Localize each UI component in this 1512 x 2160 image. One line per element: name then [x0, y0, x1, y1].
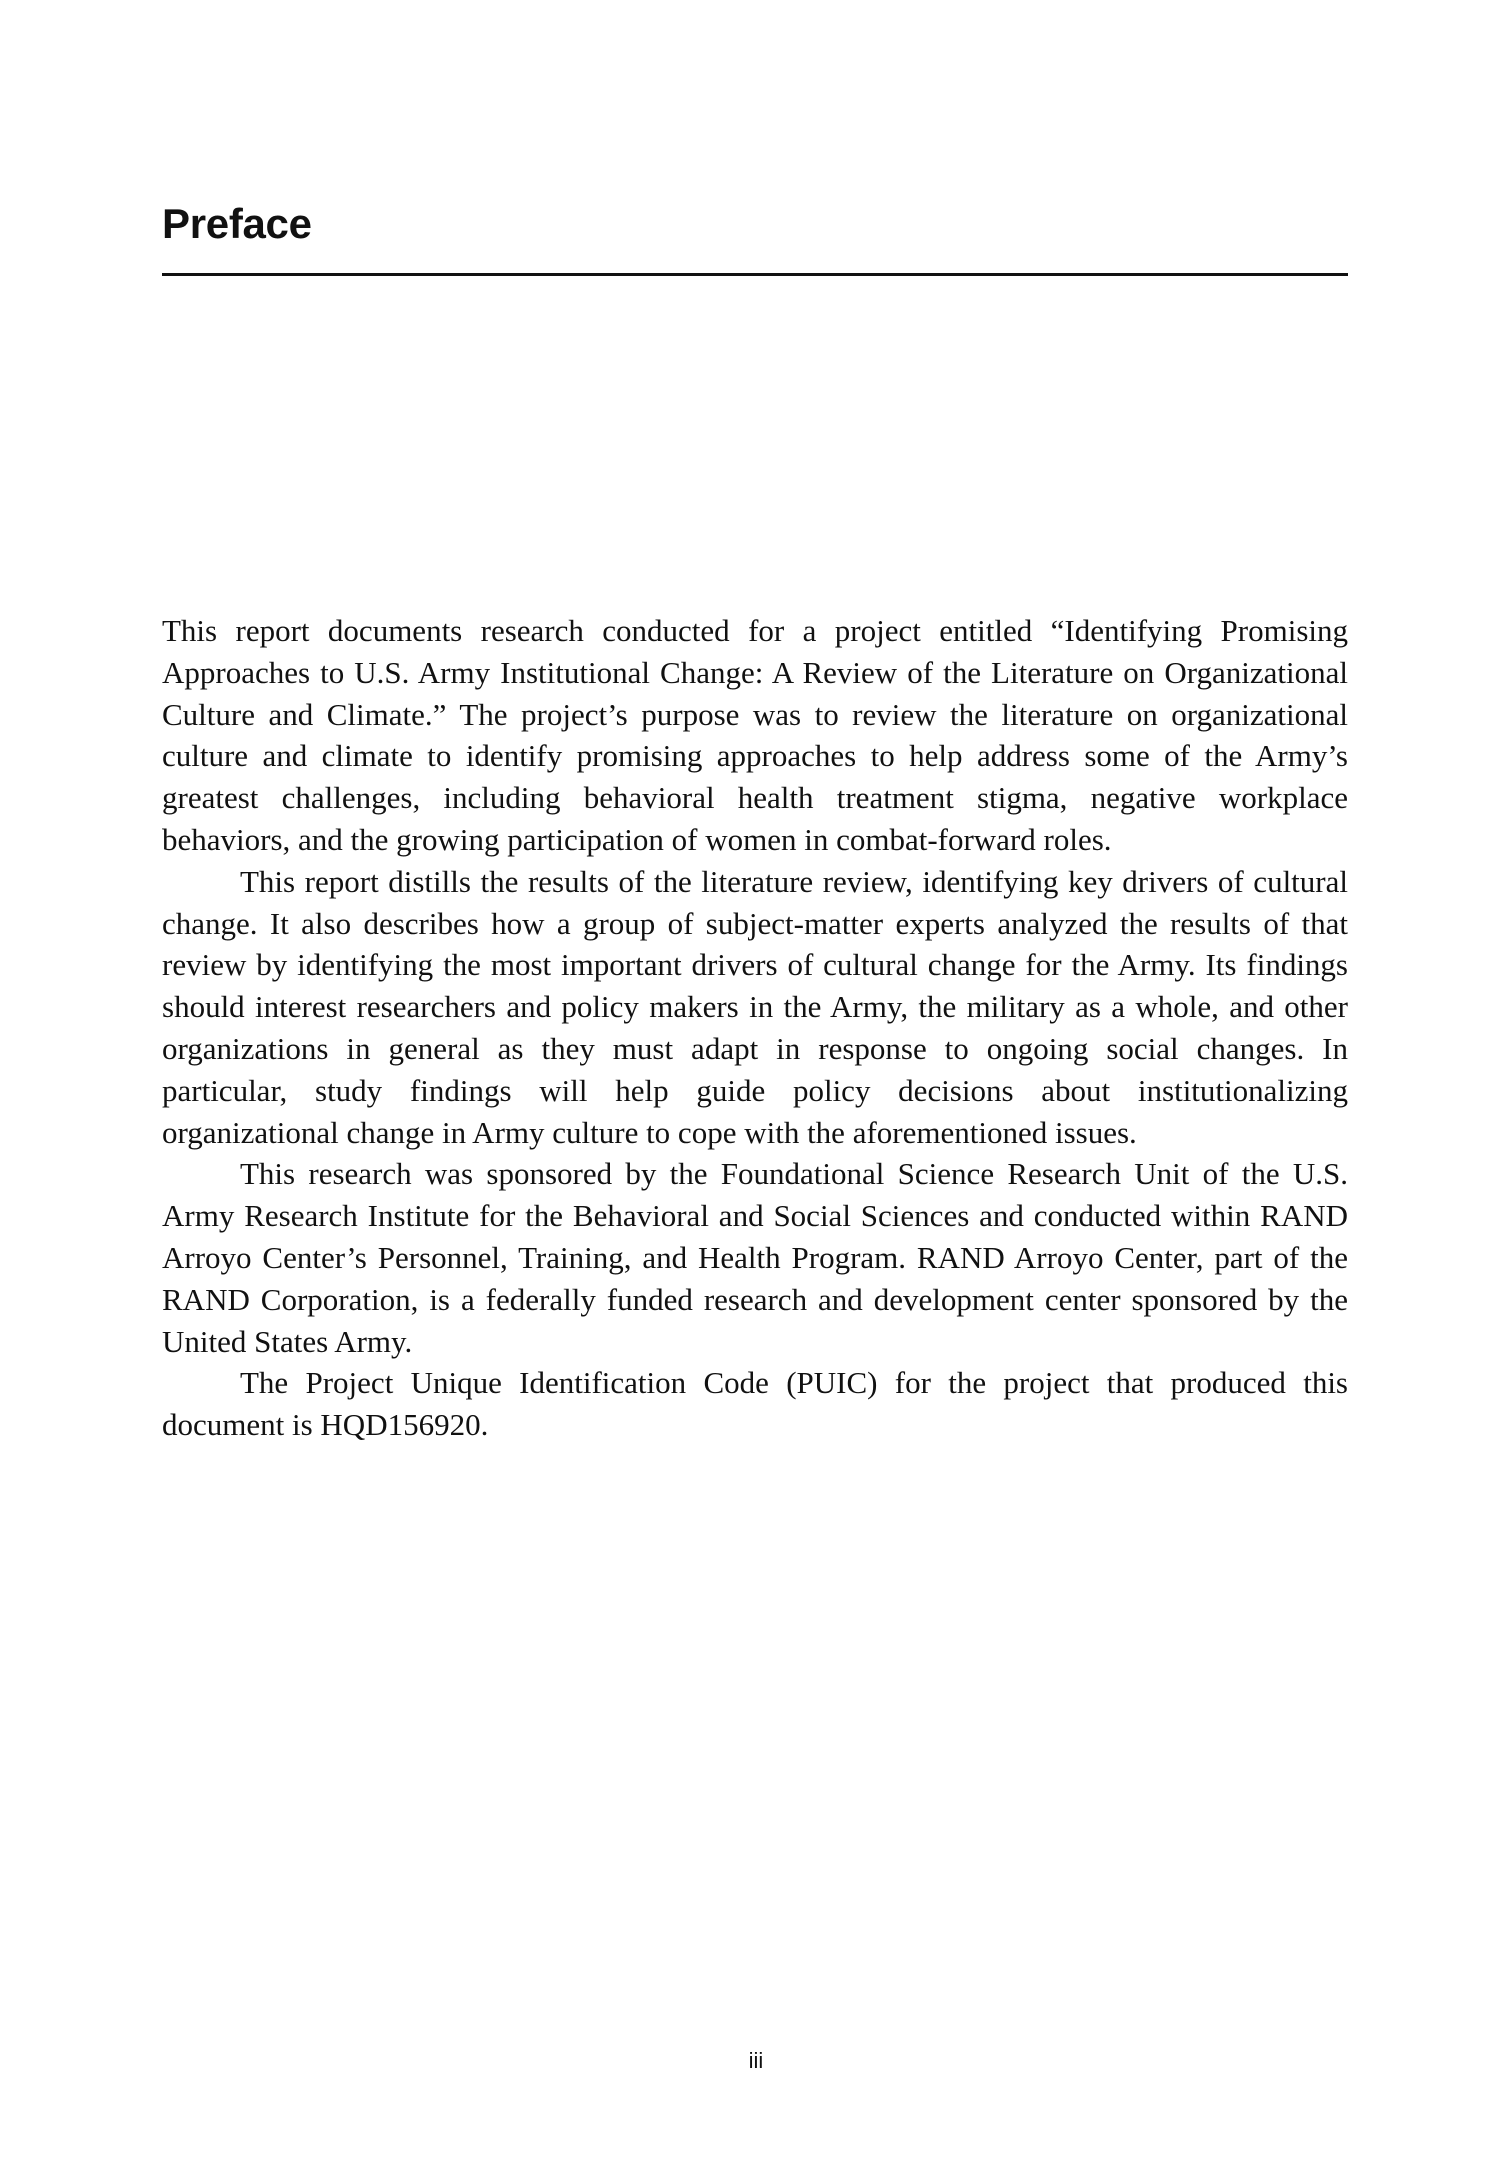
- body-text: [162, 610, 1348, 1446]
- paragraph-3: This research was sponsored by the Foundational Science Research Unit of the U.S. Army Research Institute for the Behavioral and Social Sciences and conducted within RAND Arroyo Center’s Personnel, Training, and Health Program. RAND Arroyo Center, part of the RAND Corporation, is a federally funded research and development center sponsored by the United States Army.: [162, 1156, 1348, 1359]
- page-number: iii: [748, 2048, 764, 2073]
- title-rule: [162, 273, 1348, 276]
- page-title: Preface: [162, 200, 312, 247]
- paragraph-1: This report documents research conducted for a project entitled “Identifying Promising Approaches to U.S. Army Institutional Change: A Review of the Literature on Organizational Culture and Climate.” The project’s purpose was to review the literature on organizational culture and climate to identify promising approaches to help address some of the Army’s greatest challenges, including behavioral health treatment stigma, negative workplace behaviors, and the growing participation of women in combat-forward roles.: [162, 613, 1348, 857]
- paragraph-2: This report distills the results of the literature review, identifying key drivers of cultural change. It also describes how a group of subject-matter experts analyzed the results of that review by identifying the most important drivers of cultural change for the Army. Its findings should interest researchers and policy makers in the Army, the military as a whole, and other organizations in general as they must adapt in response to ongoing social changes. In particular, study findings will help guide policy decisions about institutionalizing organizational change in Army culture to cope with the aforementioned issues.: [162, 863, 1348, 1150]
- paragraph-4: The Project Unique Identification Code (PUIC) for the project that produced this document is HQD156920.: [162, 1365, 1348, 1443]
